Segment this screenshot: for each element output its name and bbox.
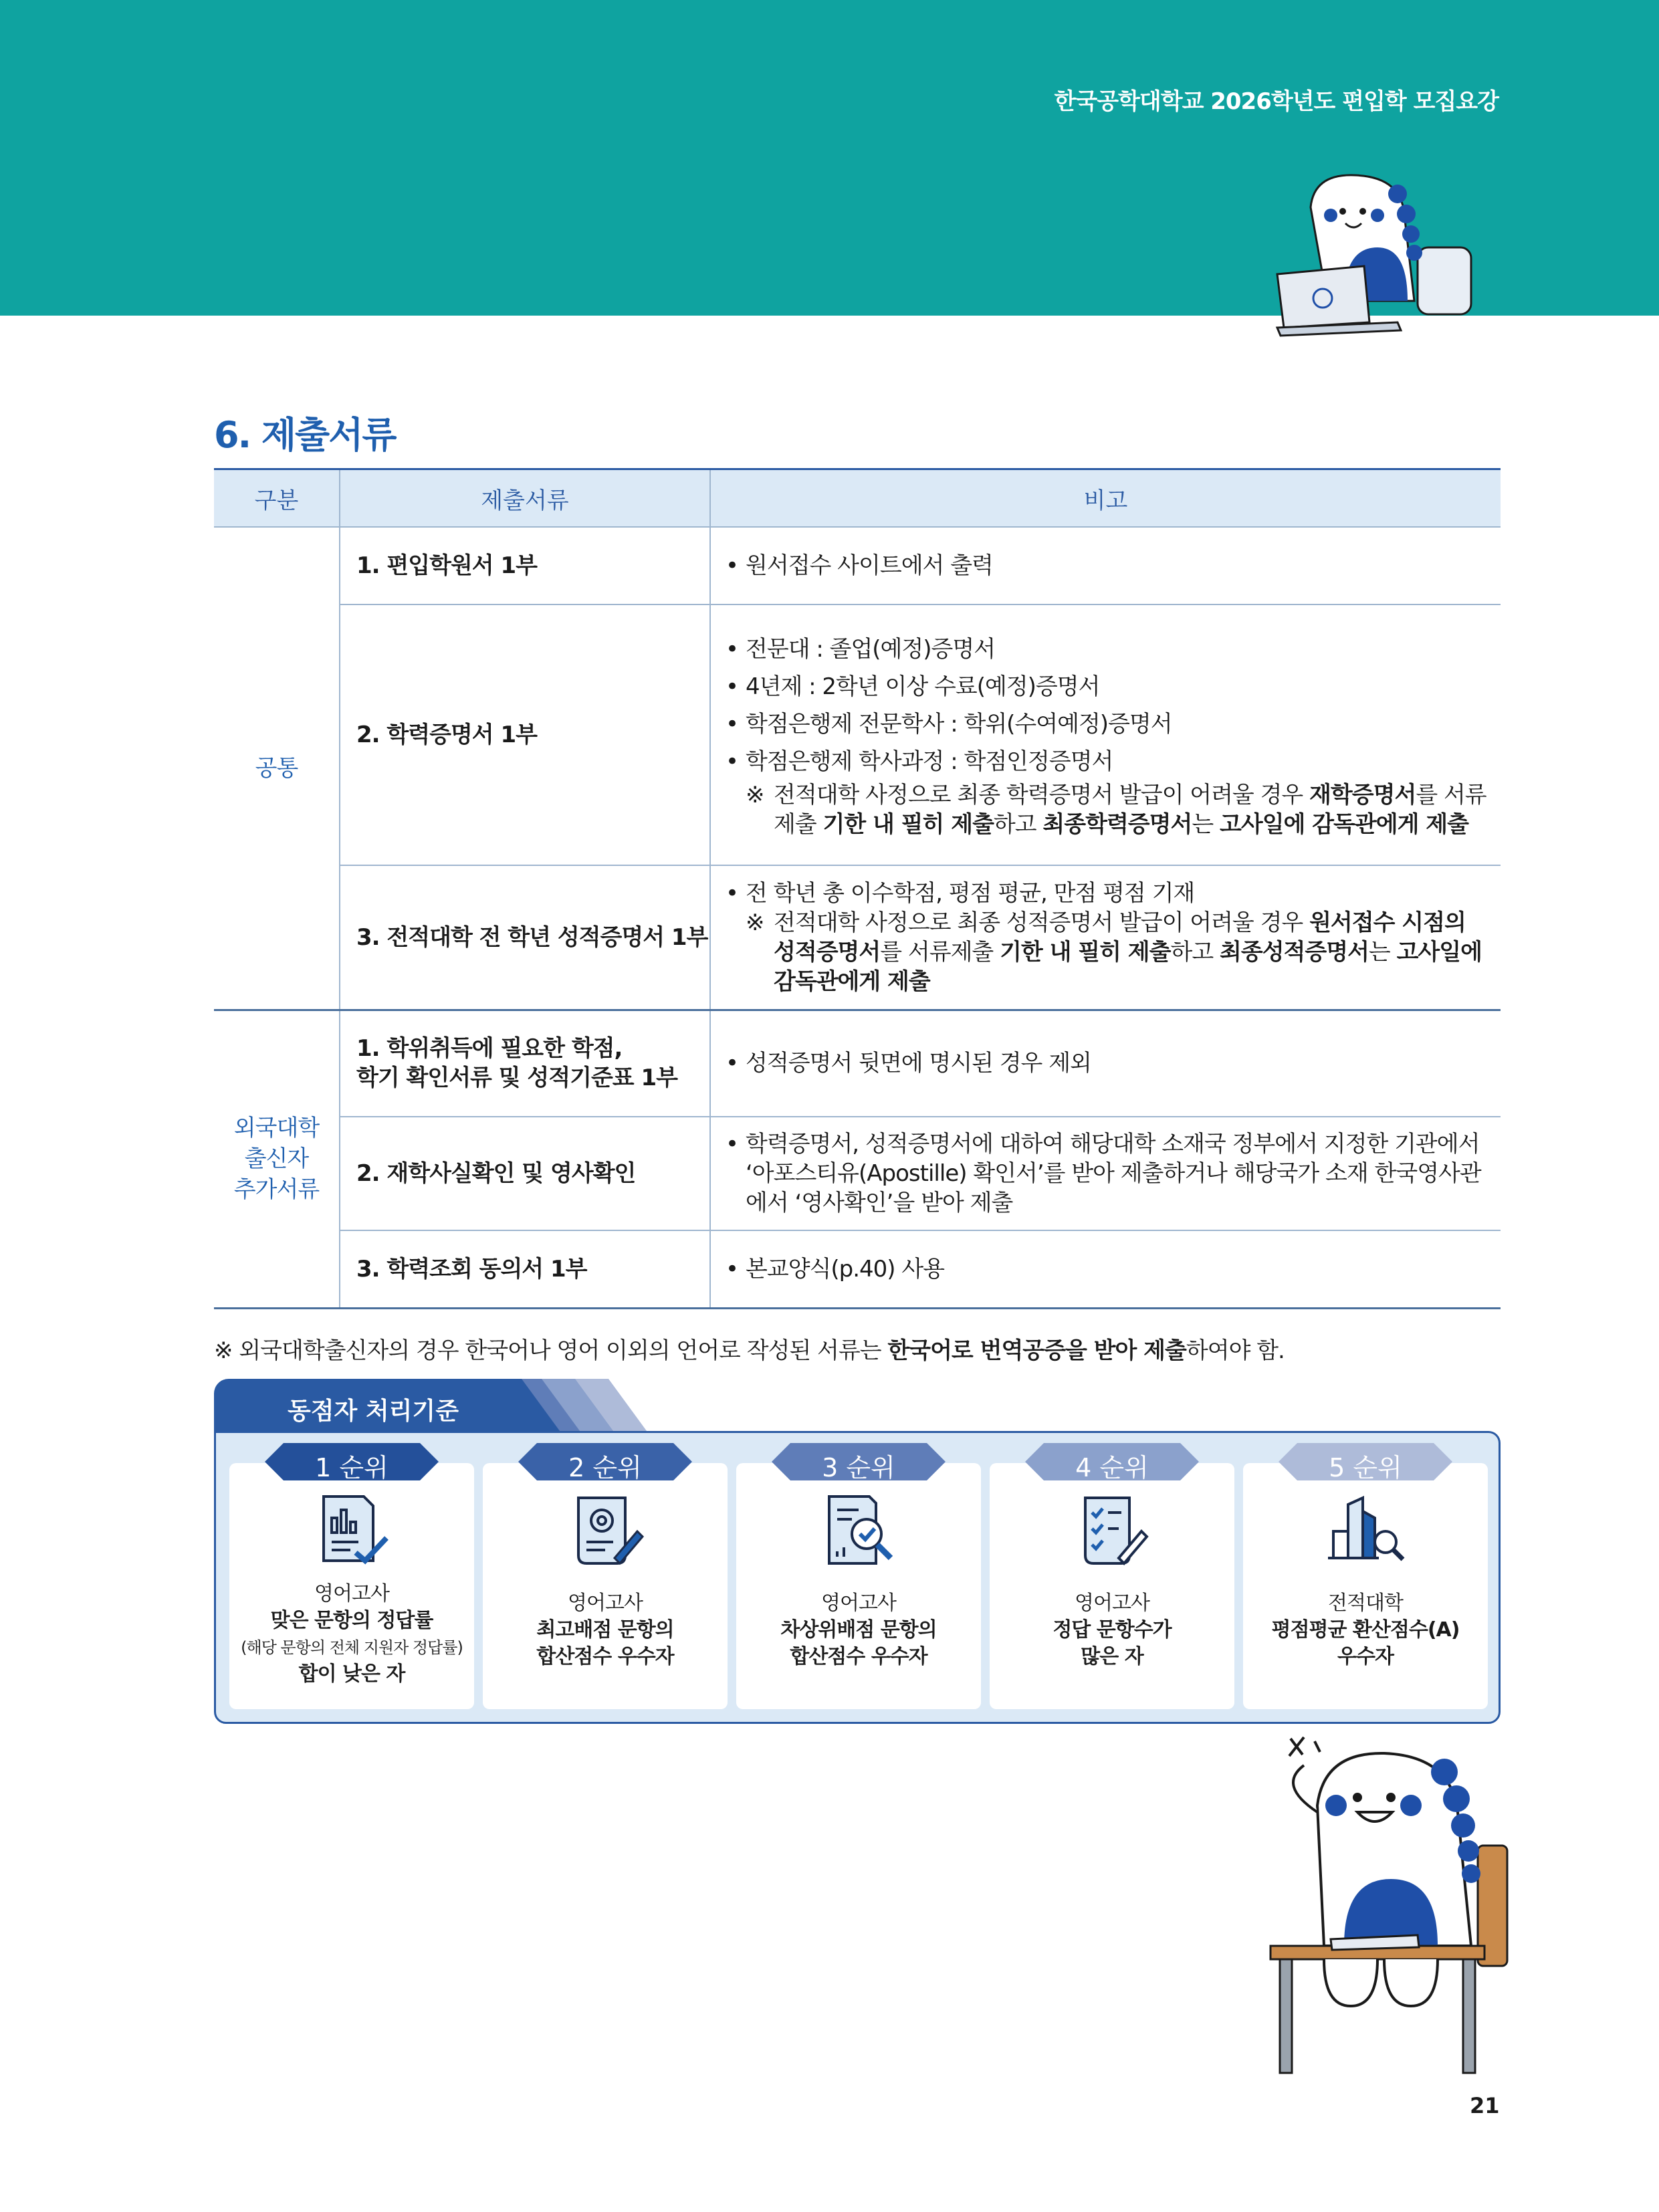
note-bullet: 4년제 : 2학년 이상 수료(예정)증명서 (746, 673, 1100, 700)
rank-badge-3 (772, 1443, 946, 1480)
rank-badge-4 (1025, 1443, 1199, 1480)
tiebreak-tab (214, 1379, 522, 1434)
checklist-pen-icon (1072, 1491, 1152, 1571)
rank-card-5 (1243, 1463, 1488, 1709)
rank-line: 합이 낮은 자 (298, 1662, 405, 1686)
footnote-emphasis: 한국어로 번역공증을 받아 제출 (887, 1337, 1186, 1364)
category-label: 공통 (255, 754, 298, 782)
rank-line: (해당 문항의 전체 지원자 정답률) (241, 1638, 463, 1657)
rank-line: 맞은 문항의 정답률 (270, 1609, 433, 1632)
note-remark (774, 908, 1487, 996)
note-cell: • 전문대 : 졸업(예정)증명서 • 4년제 : 2학년 이상 수료(예정)증명서 • 학점은행제 전문학사 : 학위(수여예정)증명서 • 학점은행제 학사과정 : 학점인정증명서 ※ 전적대학 사정으로 최종 학력증명서 발급이 어려울 경우 재학증명서를 서류제출 기한 내 필히 제출하고 최종학력증명서는 고사일에 감독관에게 제출 (710, 604, 1501, 865)
category-common (214, 527, 340, 1010)
note-bullet: 전문대 : 졸업(예정)증명서 (746, 636, 996, 663)
rank-line: 평점평균 환산점수(A) (1271, 1618, 1460, 1642)
remark-emphasis: 원서접수 시점의 성적증명서 (774, 909, 1466, 966)
mascot-studying-illustration (1250, 1725, 1511, 2080)
rank-line: 합산점수 우수자 (536, 1645, 674, 1668)
note-bullet: 원서접수 사이트에서 출력 (746, 552, 993, 579)
doc-cell: 3. 학력조회 동의서 1부 (340, 1230, 710, 1308)
rank-card-4 (990, 1463, 1234, 1709)
rank-line: 최고배점 문항의 (536, 1618, 674, 1642)
remark-mark: ※ (746, 782, 764, 808)
mascot-laptop-illustration (1264, 167, 1491, 348)
note-bullet: 학점은행제 전문학사 : 학위(수여예정)증명서 (746, 711, 1172, 738)
rank-label: 5 순위 (1329, 1453, 1402, 1482)
footnote (214, 1332, 1285, 1365)
table-row (214, 604, 1501, 865)
section-title: 6. 제출서류 (214, 414, 396, 456)
remark-text: 는 (1192, 811, 1220, 838)
remark-text: 를 서류제출 (880, 938, 1000, 966)
rank-line: 영어고사 (821, 1591, 896, 1615)
building-magnifier-icon (1325, 1491, 1406, 1571)
table-row (214, 527, 1501, 604)
header-document: 제출서류 (340, 469, 710, 528)
rank-label: 4 순위 (1075, 1453, 1149, 1482)
table-header-row (214, 469, 1501, 528)
doc-cell: 2. 재학사실확인 및 영사확인 (340, 1117, 710, 1230)
remark-emphasis: 재학증명서 (1309, 782, 1416, 808)
rank-line: 합산점수 우수자 (790, 1645, 927, 1668)
doc-cell: 3. 전적대학 전 학년 성적증명서 1부 (340, 865, 710, 1010)
note-cell: • 전 학년 총 이수학점, 평점 평균, 만점 평점 기재 ※ 전적대학 사정으로 최종 성적증명서 발급이 어려울 경우 원서접수 시점의 성적증명서를 서류제출 기한 내 필히 제출하고 최종성적증명서는 고사일에 감독관에게 제출 (710, 865, 1501, 1010)
category-foreign (214, 1010, 340, 1308)
footnote-text: 하여야 함. (1186, 1337, 1285, 1364)
header-category: 구분 (214, 469, 340, 528)
rank-line: 차상위배점 문항의 (780, 1618, 937, 1642)
chart-check-document-icon (312, 1491, 392, 1571)
note-bullet: 전 학년 총 이수학점, 평점 평균, 만점 평점 기재 (746, 879, 1195, 907)
header-remarks: 비고 (710, 469, 1501, 528)
table-row (214, 865, 1501, 1010)
note-remark (774, 780, 1487, 839)
remark-text: 전적대학 사정으로 최종 성적증명서 발급이 어려울 경우 (774, 909, 1310, 936)
rank-line: 영어고사 (314, 1582, 389, 1606)
note-bullet: 본교양식(p.40) 사용 (746, 1255, 945, 1283)
note-bullet: 성적증명서 뒷면에 명시된 경우 제외 (746, 1050, 1091, 1077)
remark-emphasis: 최종학력증명서 (1042, 811, 1192, 838)
rank-badge-1 (265, 1443, 439, 1480)
note-cell: • 본교양식(p.40) 사용 (710, 1230, 1501, 1308)
rank-card-1 (229, 1463, 474, 1709)
rank-line: 전적대학 (1328, 1591, 1403, 1615)
table-row (214, 1010, 1501, 1117)
remark-emphasis: 최종성적증명서 (1220, 938, 1369, 966)
rank-label: 3 순위 (822, 1453, 895, 1482)
rank-line: 정답 문항수가 (1053, 1618, 1172, 1642)
table-row (214, 1230, 1501, 1308)
header-title: 한국공학대학교 2026학년도 편입학 모집요강 (1054, 88, 1499, 115)
note-cell: • 성적증명서 뒷면에 명시된 경우 제외 (710, 1010, 1501, 1117)
document-magnifier-check-icon (818, 1491, 899, 1571)
rank-line: 많은 자 (1081, 1645, 1143, 1668)
remark-emphasis: 고사일에 감독관에게 제출 (774, 938, 1482, 995)
rank-card-3 (736, 1463, 981, 1709)
note-bullet: 학력증명서, 성적증명서에 대하여 해당대학 소재국 정부에서 지정한 기관에서 ‘아포스티유(Apostille) 확인서’를 받아 제출하거나 해당국가 소재 한국영사관에서 ‘영사확인’을 받아 제출 (746, 1131, 1481, 1216)
rank-line: 영어고사 (568, 1591, 643, 1615)
remark-mark: ※ (746, 909, 764, 936)
doc-cell: 2. 학력증명서 1부 (340, 604, 710, 865)
doc-cell: 1. 학위취득에 필요한 학점, 학기 확인서류 및 성적기준표 1부 (340, 1010, 710, 1117)
category-label: 외국대학 출신자 추가서류 (233, 1115, 320, 1203)
rank-label: 1 순위 (315, 1453, 389, 1482)
remark-text: 하고 (1170, 938, 1220, 966)
rank-card-2 (483, 1463, 728, 1709)
gear-scroll-pen-icon (565, 1491, 645, 1571)
footnote-text: ※ 외국대학출신자의 경우 한국어나 영어 이외의 언어로 작성된 서류는 (214, 1337, 888, 1364)
doc-cell: 1. 편입학원서 1부 (340, 527, 710, 604)
note-cell: • 학력증명서, 성적증명서에 대하여 해당대학 소재국 정부에서 지정한 기관에서 ‘아포스티유(Apostille) 확인서’를 받아 제출하거나 해당국가 소재 한국영사관에서 ‘영사확인’을 받아 제출 (710, 1117, 1501, 1230)
remark-text: 는 (1368, 938, 1397, 966)
rank-line: 영어고사 (1075, 1591, 1149, 1615)
tab-decoration (495, 1379, 568, 1434)
documents-table (214, 468, 1501, 1309)
rank-badge-2 (518, 1443, 692, 1480)
remark-text: 전적대학 사정으로 최종 학력증명서 발급이 어려울 경우 (774, 782, 1310, 808)
remark-emphasis: 고사일에 감독관에게 제출 (1220, 811, 1468, 838)
table-row (214, 1117, 1501, 1230)
remark-emphasis: 기한 내 필히 제출 (822, 811, 994, 838)
remark-text: 하고 (993, 811, 1043, 838)
page-number: 21 (1470, 2093, 1500, 2118)
tiebreak-title: 동점자 처리기준 (288, 1398, 459, 1425)
note-bullet: 학점은행제 학사과정 : 학점인정증명서 (746, 748, 1113, 775)
remark-text: 를 서류제출 (774, 782, 1486, 838)
rank-line: 우수자 (1337, 1645, 1394, 1668)
rank-badge-5 (1279, 1443, 1452, 1480)
remark-emphasis: 기한 내 필히 제출 (1000, 938, 1171, 966)
rank-label: 2 순위 (568, 1453, 642, 1482)
note-cell: • 원서접수 사이트에서 출력 (710, 527, 1501, 604)
